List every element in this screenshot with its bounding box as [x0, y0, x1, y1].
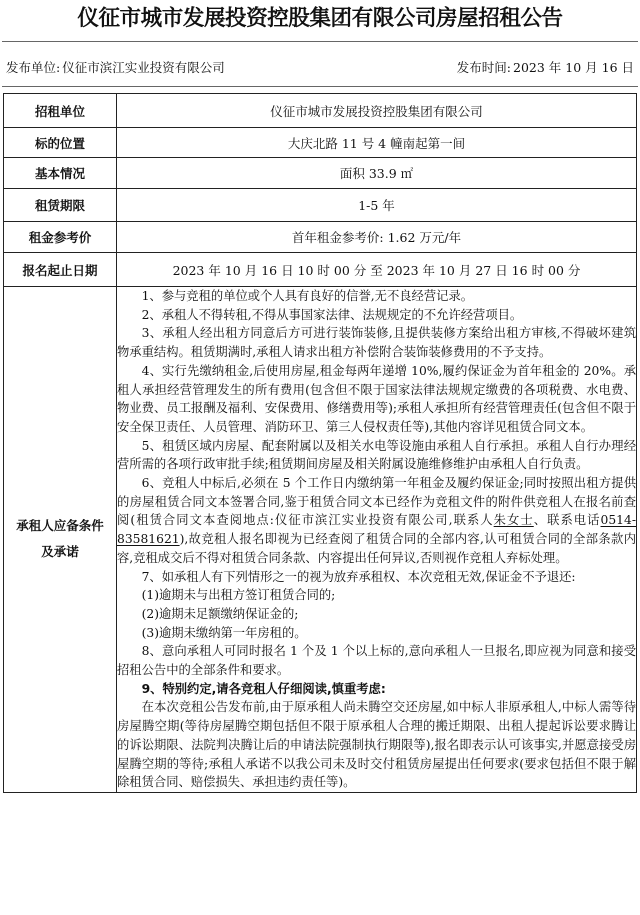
special-agreement-text: 在本次竞租公告发布前,由于原承租人尚未腾空交还房屋,如中标人非原承租人,中标人需等待房屋腾空期(等待房屋腾空期包括但不限于原承租人合理的搬迁期限、出租人提起诉讼要求腾让的诉讼期限、法院判决腾让后的申请法院强制执行期限等),报名即表示认可该事实,并愿意接受房屋腾空期的等待;承租人承诺不以我公司未及时交付租赁房屋提出任何要求(要求包括但不限于解除租赁合同、赔偿损失、承担违约责任等)。	[117, 700, 636, 790]
row-key-conditions	[4, 287, 117, 793]
notice-table	[3, 93, 637, 793]
table-row	[4, 287, 637, 793]
condition-sub-item: (3)逾期未缴纳第一年房租的。	[141, 625, 307, 640]
notice-title: 仪征市城市发展投资控股集团有限公司房屋招租公告	[77, 6, 563, 31]
row-key-basic-info: 基本情况	[4, 158, 117, 189]
row-key-lease-term: 租赁期限	[4, 189, 117, 222]
row-value-reference-rent: 首年租金参考价: 1.62 万元/年	[117, 222, 637, 253]
publish-time-label: 发布时间:	[456, 60, 511, 75]
contact-name: 朱女士	[493, 513, 534, 528]
row-value-lease-term: 1-5 年	[117, 189, 637, 222]
row-key-registration-period: 报名起止日期	[4, 253, 117, 287]
table-row	[4, 158, 637, 189]
item6-text-before-contact: 6、竞租人中标后,必须在 5 个工作日内缴纳第一年租金及履约保证金;同时按照出租方提供的房屋租赁合同文本签署合同,鉴于租赁合同文本已经作为竞租文件的附件供竞租人在报名前查阅(租赁合同文本查阅地点:仪征市滨江实业投资有限公司,联系人	[117, 476, 636, 528]
condition-item: 5、租赁区域内房屋、配套附属以及相关水电等设施由承租人自行承担。承租人自行办理经营所需的各项行政审批手续;租赁期间房屋及相关附属设施维修维护由承租人自行负责。	[117, 438, 636, 472]
publish-time-value: 2023 年 10 月 16 日	[513, 60, 634, 75]
publisher-line	[6, 60, 225, 76]
publisher-value: 仪征市滨江实业投资有限公司	[62, 60, 225, 75]
condition-sub-item: (2)逾期未足额缴纳保证金的;	[141, 606, 299, 621]
row-value-location: 大庆北路 11 号 4 幢南起第一间	[117, 128, 637, 158]
row-value-basic-info: 面积 33.9 ㎡	[117, 158, 637, 189]
publisher-label: 发布单位:	[6, 60, 61, 75]
special-agreement-heading: 9、特别约定,请各竞租人仔细阅读,慎重考虑:	[141, 681, 386, 696]
contact-phone: 0514-83581621	[117, 513, 636, 547]
condition-item: 1、参与竞租的单位或个人具有良好的信誉,无不良经营记录。	[141, 289, 474, 303]
table-row	[4, 189, 637, 222]
phone-label: 、联系电话	[533, 513, 601, 528]
conditions-content	[117, 287, 637, 793]
row-key-reference-rent: 租金参考价	[4, 222, 117, 253]
row-key-location: 标的位置	[4, 128, 117, 158]
table-row	[4, 128, 637, 158]
publish-time-line	[457, 60, 634, 76]
conditions-key-line-1: 承租人应备条件	[16, 518, 104, 534]
item6-text-after-phone: ),故竞租人报名即视为已经查阅了租赁合同的全部内容,认可租赁合同的全部条款内容,竞租成交后不得对租赁合同条款、内容提出任何异议,否则视作竞租人弃标处理。	[117, 532, 636, 565]
condition-item-6	[117, 474, 636, 568]
condition-item: 8、意向承租人可同时报名 1 个及 1 个以上标的,意向承租人一旦报名,即应视为同意和接受招租公告中的全部条件和要求。	[117, 644, 636, 678]
table-row	[4, 253, 637, 287]
row-key-lessor: 招租单位	[4, 94, 117, 128]
conditions-key-line-2: 及承诺	[41, 544, 79, 560]
condition-item: 2、承租人不得转租,不得从事国家法律、法规规定的不允许经营项目。	[141, 307, 523, 322]
table-row	[4, 94, 637, 128]
header-divider	[2, 86, 638, 87]
condition-item: 7、如承租人有下列情形之一的视为放弃承租权、本次竞租无效,保证金不予退还:	[141, 569, 576, 584]
condition-sub-item: (1)逾期未与出租方签订租赁合同的;	[141, 588, 336, 603]
row-value-lessor: 仪征市城市发展投资控股集团有限公司	[117, 94, 637, 128]
condition-item: 3、承租人经出租方同意后方可进行装饰装修,且提供装修方案给出租方审核,不得破坏建筑物承重结构。租赁期满时,承租人请求出租方补偿附合装饰装修费用的不予支持。	[117, 326, 636, 360]
condition-item: 4、实行先缴纳租金,后使用房屋,租金每两年递增 10%,履约保证金为首年租金的 20%。承租人承担经营管理发生的所有费用(包含但不限于国家法律法规规定缴费的各项税费、水电费、物业费、员工报酬及福利、安保费用、修缮费用等);承租人承担所有经营管理责任(包含但不限于安全保卫责任、人员管理、消防环卫、第三人侵权责任等),其他内容详见租赁合同文本。	[117, 363, 636, 434]
title-divider	[2, 41, 638, 42]
row-value-registration-period: 2023 年 10 月 16 日 10 时 00 分 至 2023 年 10 月 27 日 16 时 00 分	[117, 253, 637, 287]
table-row	[4, 222, 637, 253]
